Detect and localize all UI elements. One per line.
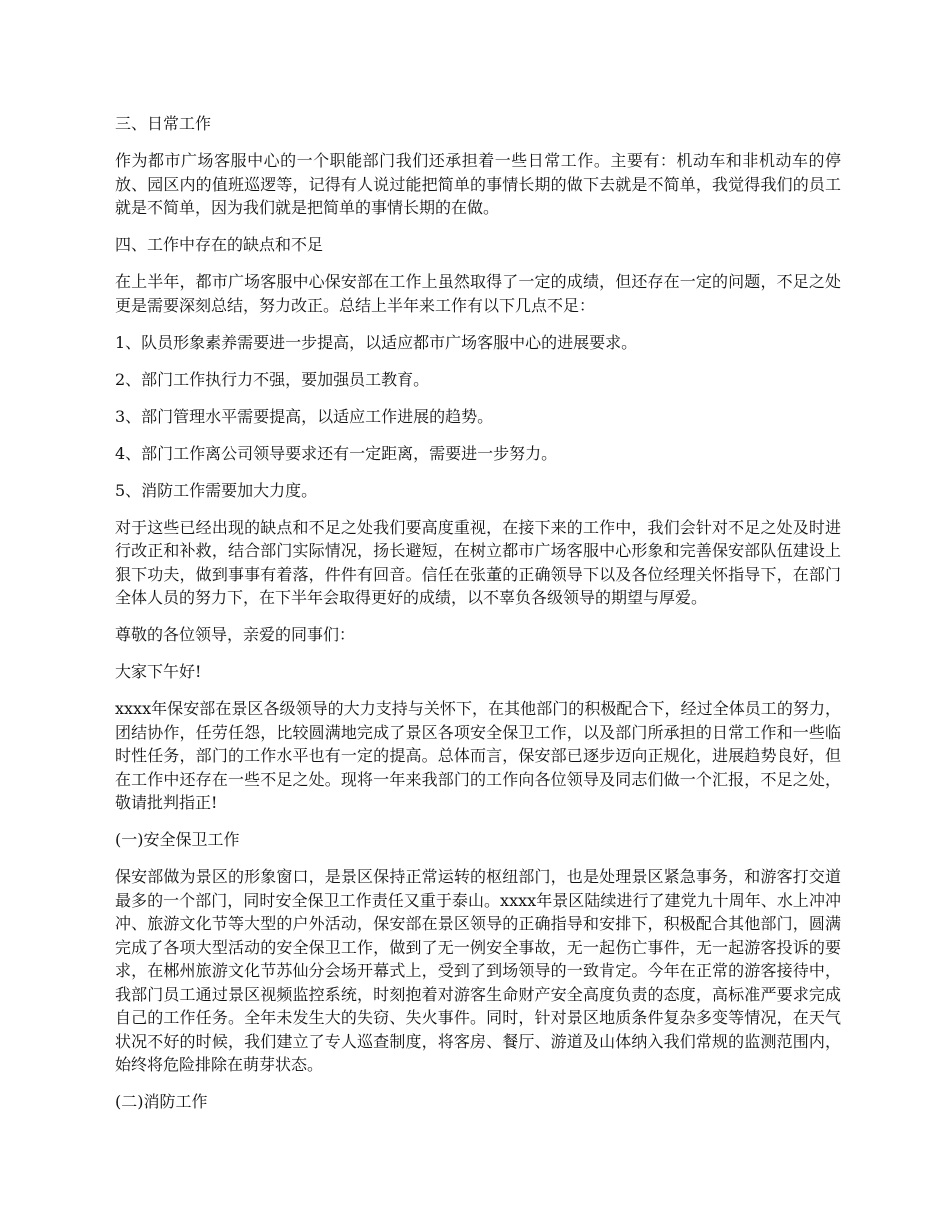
- list-item-shortcoming-5: 5、消防工作需要加大力度。: [115, 480, 318, 500]
- paragraph-improvement-plan: 对于这些已经出现的缺点和不足之处我们要高度重视，在接下来的工作中，我们会针对不足之处及时进行改正和补救，结合部门实际情况，扬长避短，在树立都市广场客服中心形象和完善保安部队伍建设上狠下功夫，做到事事有着落，件件有回音。信任在张董的正确领导下以及各位经理关怀指导下，在部门全体人员的努力下，在下半年会取得更好的成绩，以不辜负各级领导的期望与厚爱。: [115, 517, 841, 607]
- section-heading-security: (一)安全保卫工作: [115, 830, 240, 849]
- document-body: [115, 112, 841, 1127]
- section-heading-fire-safety: (二)消防工作: [115, 1092, 208, 1111]
- paragraph-shortcomings-intro: 在上半年，都市广场客服中心保安部在工作上虽然取得了一定的成绩，但还存在一定的问题，不足之处更是需要深刻总结，努力改正。总结上半年来工作有以下几点不足：: [115, 272, 841, 315]
- greeting: 大家下午好!: [115, 662, 202, 681]
- list-item-shortcoming-4: 4、部门工作离公司领导要求还有一定距离，需要进一步努力。: [115, 443, 558, 463]
- list-item-shortcoming-2: 2、部门工作执行力不强，要加强员工教育。: [115, 369, 430, 389]
- list-item-shortcoming-1: 1、队员形象素养需要进一步提高，以适应都市广场客服中心的进展要求。: [115, 332, 638, 352]
- list-item-shortcoming-3: 3、部门管理水平需要提高，以适应工作进展的趋势。: [115, 406, 494, 426]
- paragraph-daily-work: 作为都市广场客服中心的一个职能部门我们还承担着一些日常工作。主要有：机动车和非机动车的停放、园区内的值班巡逻等，记得有人说过能把简单的事情长期的做下去就是不简单，我觉得我们的员工就是不简单，因为我们就是把简单的事情长期的在做。: [115, 151, 841, 217]
- section-heading-daily-work: 三、日常工作: [115, 114, 212, 133]
- paragraph-annual-summary: xxxx年保安部在景区各级领导的大力支持与关怀下，在其他部门的积极配合下，经过全体员工的努力，团结协作，任劳任怨，比较圆满地完成了景区各项安全保卫工作，以及部门所承担的日常工作和一些临时性任务，部门的工作水平也有一定的提高。总体而言，保安部已逐步迈向正规化，进展趋势良好，但在工作中还存在一些不足之处。现将一年来我部门的工作向各位领导及同志们做一个汇报，不足之处，敬请批判指正!: [115, 699, 841, 812]
- section-heading-shortcomings: 四、工作中存在的缺点和不足: [115, 235, 324, 254]
- salutation: 尊敬的各位领导，亲爱的同事们：: [115, 625, 356, 644]
- paragraph-security-work: 保安部做为景区的形象窗口，是景区保持正常运转的枢纽部门，也是处理景区紧急事务，和游客打交道最多的一个部门，同时安全保卫工作责任又重于泰山。xxxx年景区陆续进行了建党九十周年、水上冲冲冲、旅游文化节等大型的户外活动，保安部在景区领导的正确指导和安排下，积极配合其他部门，圆满完成了各项大型活动的安全保卫工作，做到了无一例安全事故，无一起伤亡事件，无一起游客投诉的要求，在郴州旅游文化节苏仙分会场开幕式上，受到了到场领导的一致肯定。今年在正常的游客接待中，我部门员工通过景区视频监控系统，时刻抱着对游客生命财产安全高度负责的态度，高标准严要求完成自己的工作任务。全年未发生大的失窃、失火事件。同时，针对景区地质条件复杂多变等情况，在天气状况不好的时候，我们建立了专人巡查制度，将客房、餐厅、游道及山体纳入我们常规的监测范围内，始终将危险排除在萌芽状态。: [115, 867, 841, 1074]
